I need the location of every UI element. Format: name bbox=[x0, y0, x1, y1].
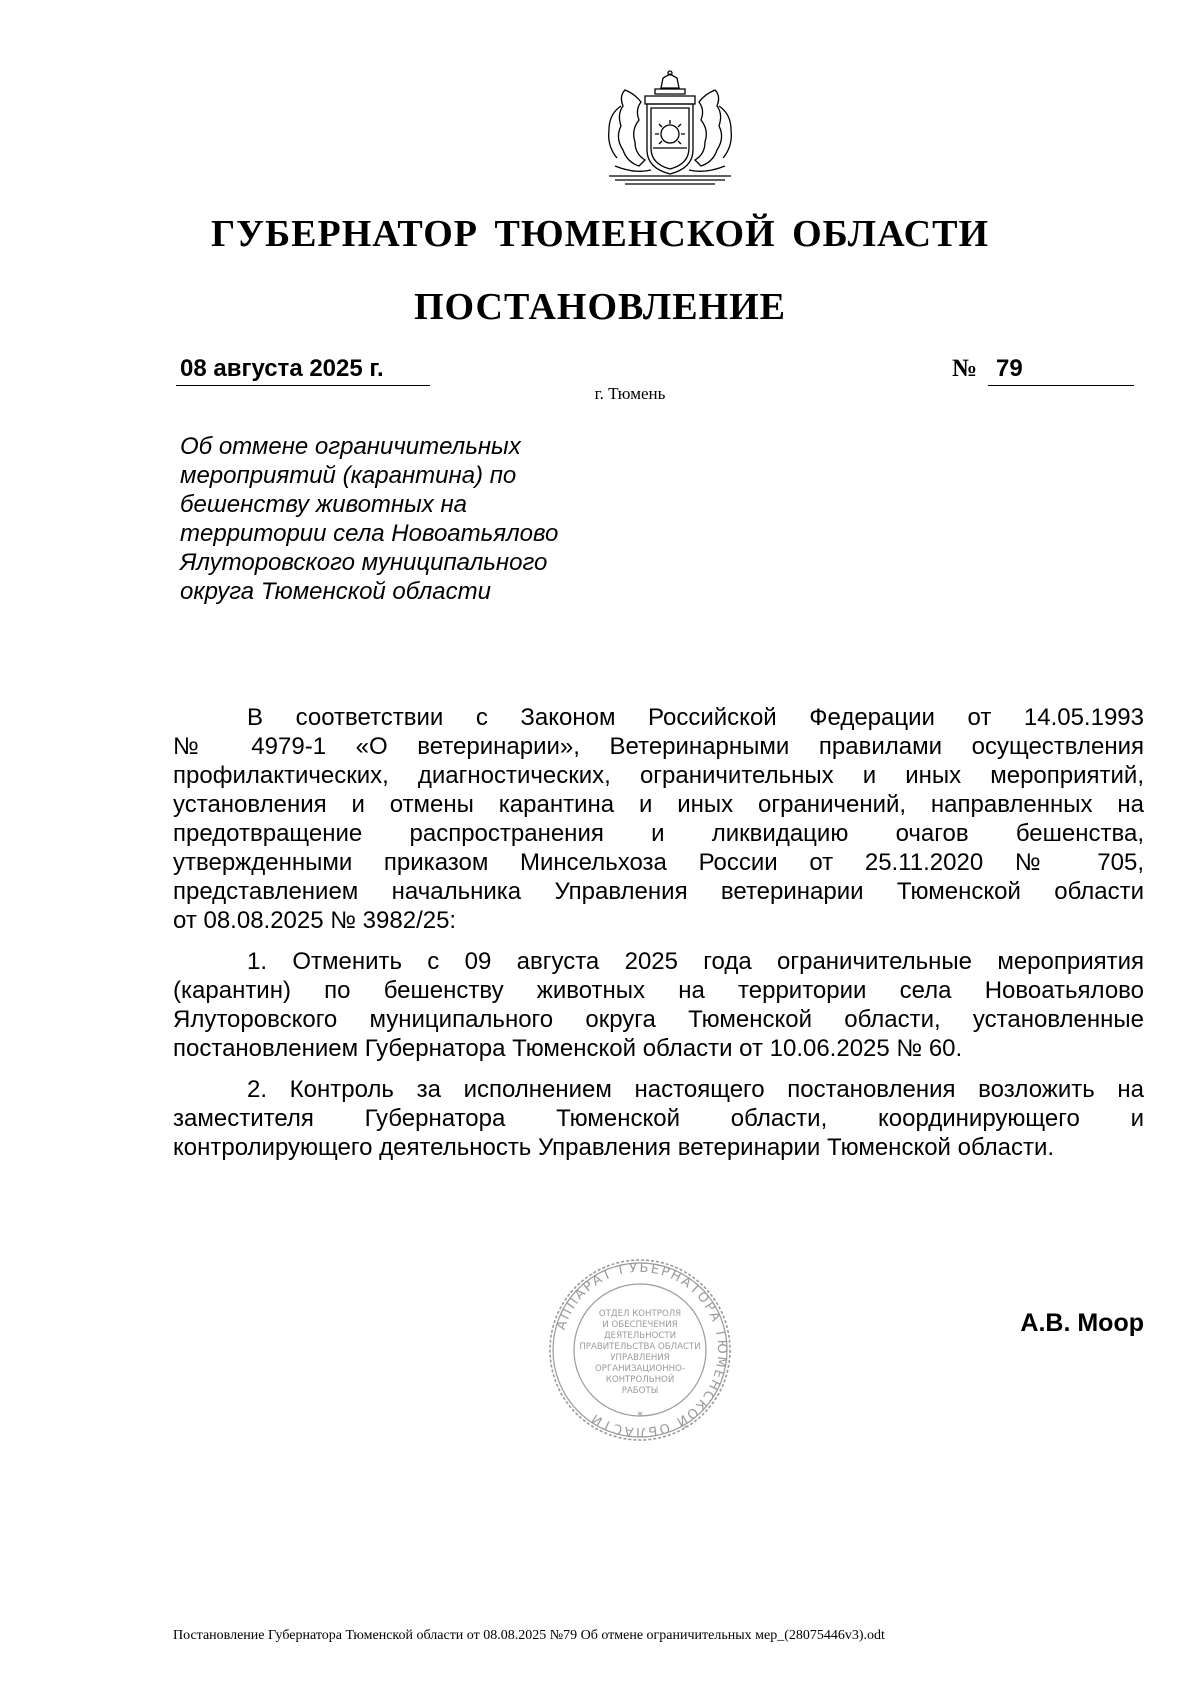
body-line: Ялуторовского муниципального округа Тюменской области, установленные bbox=[173, 1006, 1144, 1033]
document-number-value: 79 bbox=[996, 355, 1023, 382]
stamp-inner-line: ОРГАНИЗАЦИОННО- bbox=[595, 1364, 685, 1374]
svg-text:*: * bbox=[637, 1409, 643, 1423]
coat-of-arms-icon bbox=[595, 70, 745, 188]
subject-line: округа Тюменской области bbox=[180, 578, 491, 605]
subject-line: Ялуторовского муниципального bbox=[180, 549, 548, 576]
body-line: профилактических, диагностических, ограничительных и иных мероприятий, bbox=[173, 762, 1144, 789]
stamp-inner-line: КОНТРОЛЬНОЙ bbox=[605, 1375, 675, 1385]
issuing-authority: ГУБЕРНАТОР ТЮМЕНСКОЙ ОБЛАСТИ bbox=[210, 213, 990, 255]
item-2-paragraph bbox=[173, 1075, 1144, 1162]
number-sign: № bbox=[952, 355, 978, 382]
body-line: 2. Контроль за исполнением настоящего постановления возложить на bbox=[247, 1076, 1144, 1103]
document-number bbox=[988, 355, 1134, 386]
stamp-inner-line: ДЕЯТЕЛЬНОСТИ bbox=[603, 1331, 677, 1341]
preamble-paragraph bbox=[173, 703, 1144, 935]
body-line: заместителя Губернатора Тюменской области, координирующего и bbox=[173, 1105, 1144, 1132]
stamp-inner-line: И ОБЕСПЕЧЕНИЯ bbox=[602, 1320, 678, 1330]
stamp-inner-line: ПРАВИТЕЛЬСТВА ОБЛАСТИ bbox=[579, 1342, 701, 1352]
body-line: представлением начальника Управления ветеринарии Тюменской области bbox=[173, 878, 1144, 905]
stamp-inner-line: УПРАВЛЕНИЯ bbox=[610, 1353, 670, 1363]
document-city: г. Тюмень bbox=[594, 384, 666, 403]
body-line: постановлением Губернатора Тюменской области от 10.06.2025 № 60. bbox=[173, 1035, 963, 1062]
stamp-seal-icon bbox=[548, 1258, 732, 1442]
signatory-name: А.В. Моор bbox=[1020, 1309, 1144, 1337]
stamp-inner-line: РАБОТЫ bbox=[621, 1386, 659, 1396]
body-line: № 4979-1 «О ветеринарии», Ветеринарными правилами осуществления bbox=[173, 733, 1144, 760]
body-line: (карантин) по бешенству животных на территории села Новоатьялово bbox=[173, 977, 1144, 1004]
body-line: утвержденными приказом Минсельхоза России от 25.11.2020 № 705, bbox=[173, 849, 1144, 876]
document-date bbox=[176, 355, 430, 386]
document-type-title: ПОСТАНОВЛЕНИЕ bbox=[413, 286, 787, 328]
body-line: контролирующего деятельность Управления ветеринарии Тюменской области. bbox=[173, 1134, 1055, 1161]
stamp-outer-text: АППАРАТ ГУБЕРНАТОРА ТЮМЕНСКОЙ ОБЛАСТИ bbox=[553, 1260, 730, 1440]
coat-of-arms-emblem bbox=[595, 70, 745, 188]
subject-line: бешенству животных на bbox=[180, 491, 468, 518]
document-body bbox=[173, 703, 1144, 1162]
subject-line: Об отмене ограничительных bbox=[180, 433, 521, 460]
subject-line: мероприятий (карантина) по bbox=[180, 462, 517, 489]
official-stamp bbox=[548, 1258, 732, 1442]
stamp-inner-line: ОТДЕЛ КОНТРОЛЯ bbox=[598, 1309, 682, 1319]
document-date-value: 08 августа 2025 г. bbox=[180, 355, 384, 382]
body-line: установления и отмены карантина и иных ограничений, направленных на bbox=[173, 791, 1144, 818]
subject-line: территории села Новоатьялово bbox=[180, 520, 559, 547]
document-subject bbox=[180, 432, 640, 606]
body-line: В соответствии с Законом Российской Федерации от 14.05.1993 bbox=[247, 704, 1144, 731]
body-line: предотвращение распространения и ликвидацию очагов бешенства, bbox=[173, 820, 1144, 847]
body-line: от 08.08.2025 № 3982/25: bbox=[173, 907, 457, 934]
item-1-paragraph bbox=[173, 947, 1144, 1063]
body-line: 1. Отменить с 09 августа 2025 года ограничительные мероприятия bbox=[247, 948, 1144, 975]
document-footer: Постановление Губернатора Тюменской области от 08.08.2025 №79 Об отмене ограничительных мер_(28075446v3).odt bbox=[173, 1628, 885, 1643]
